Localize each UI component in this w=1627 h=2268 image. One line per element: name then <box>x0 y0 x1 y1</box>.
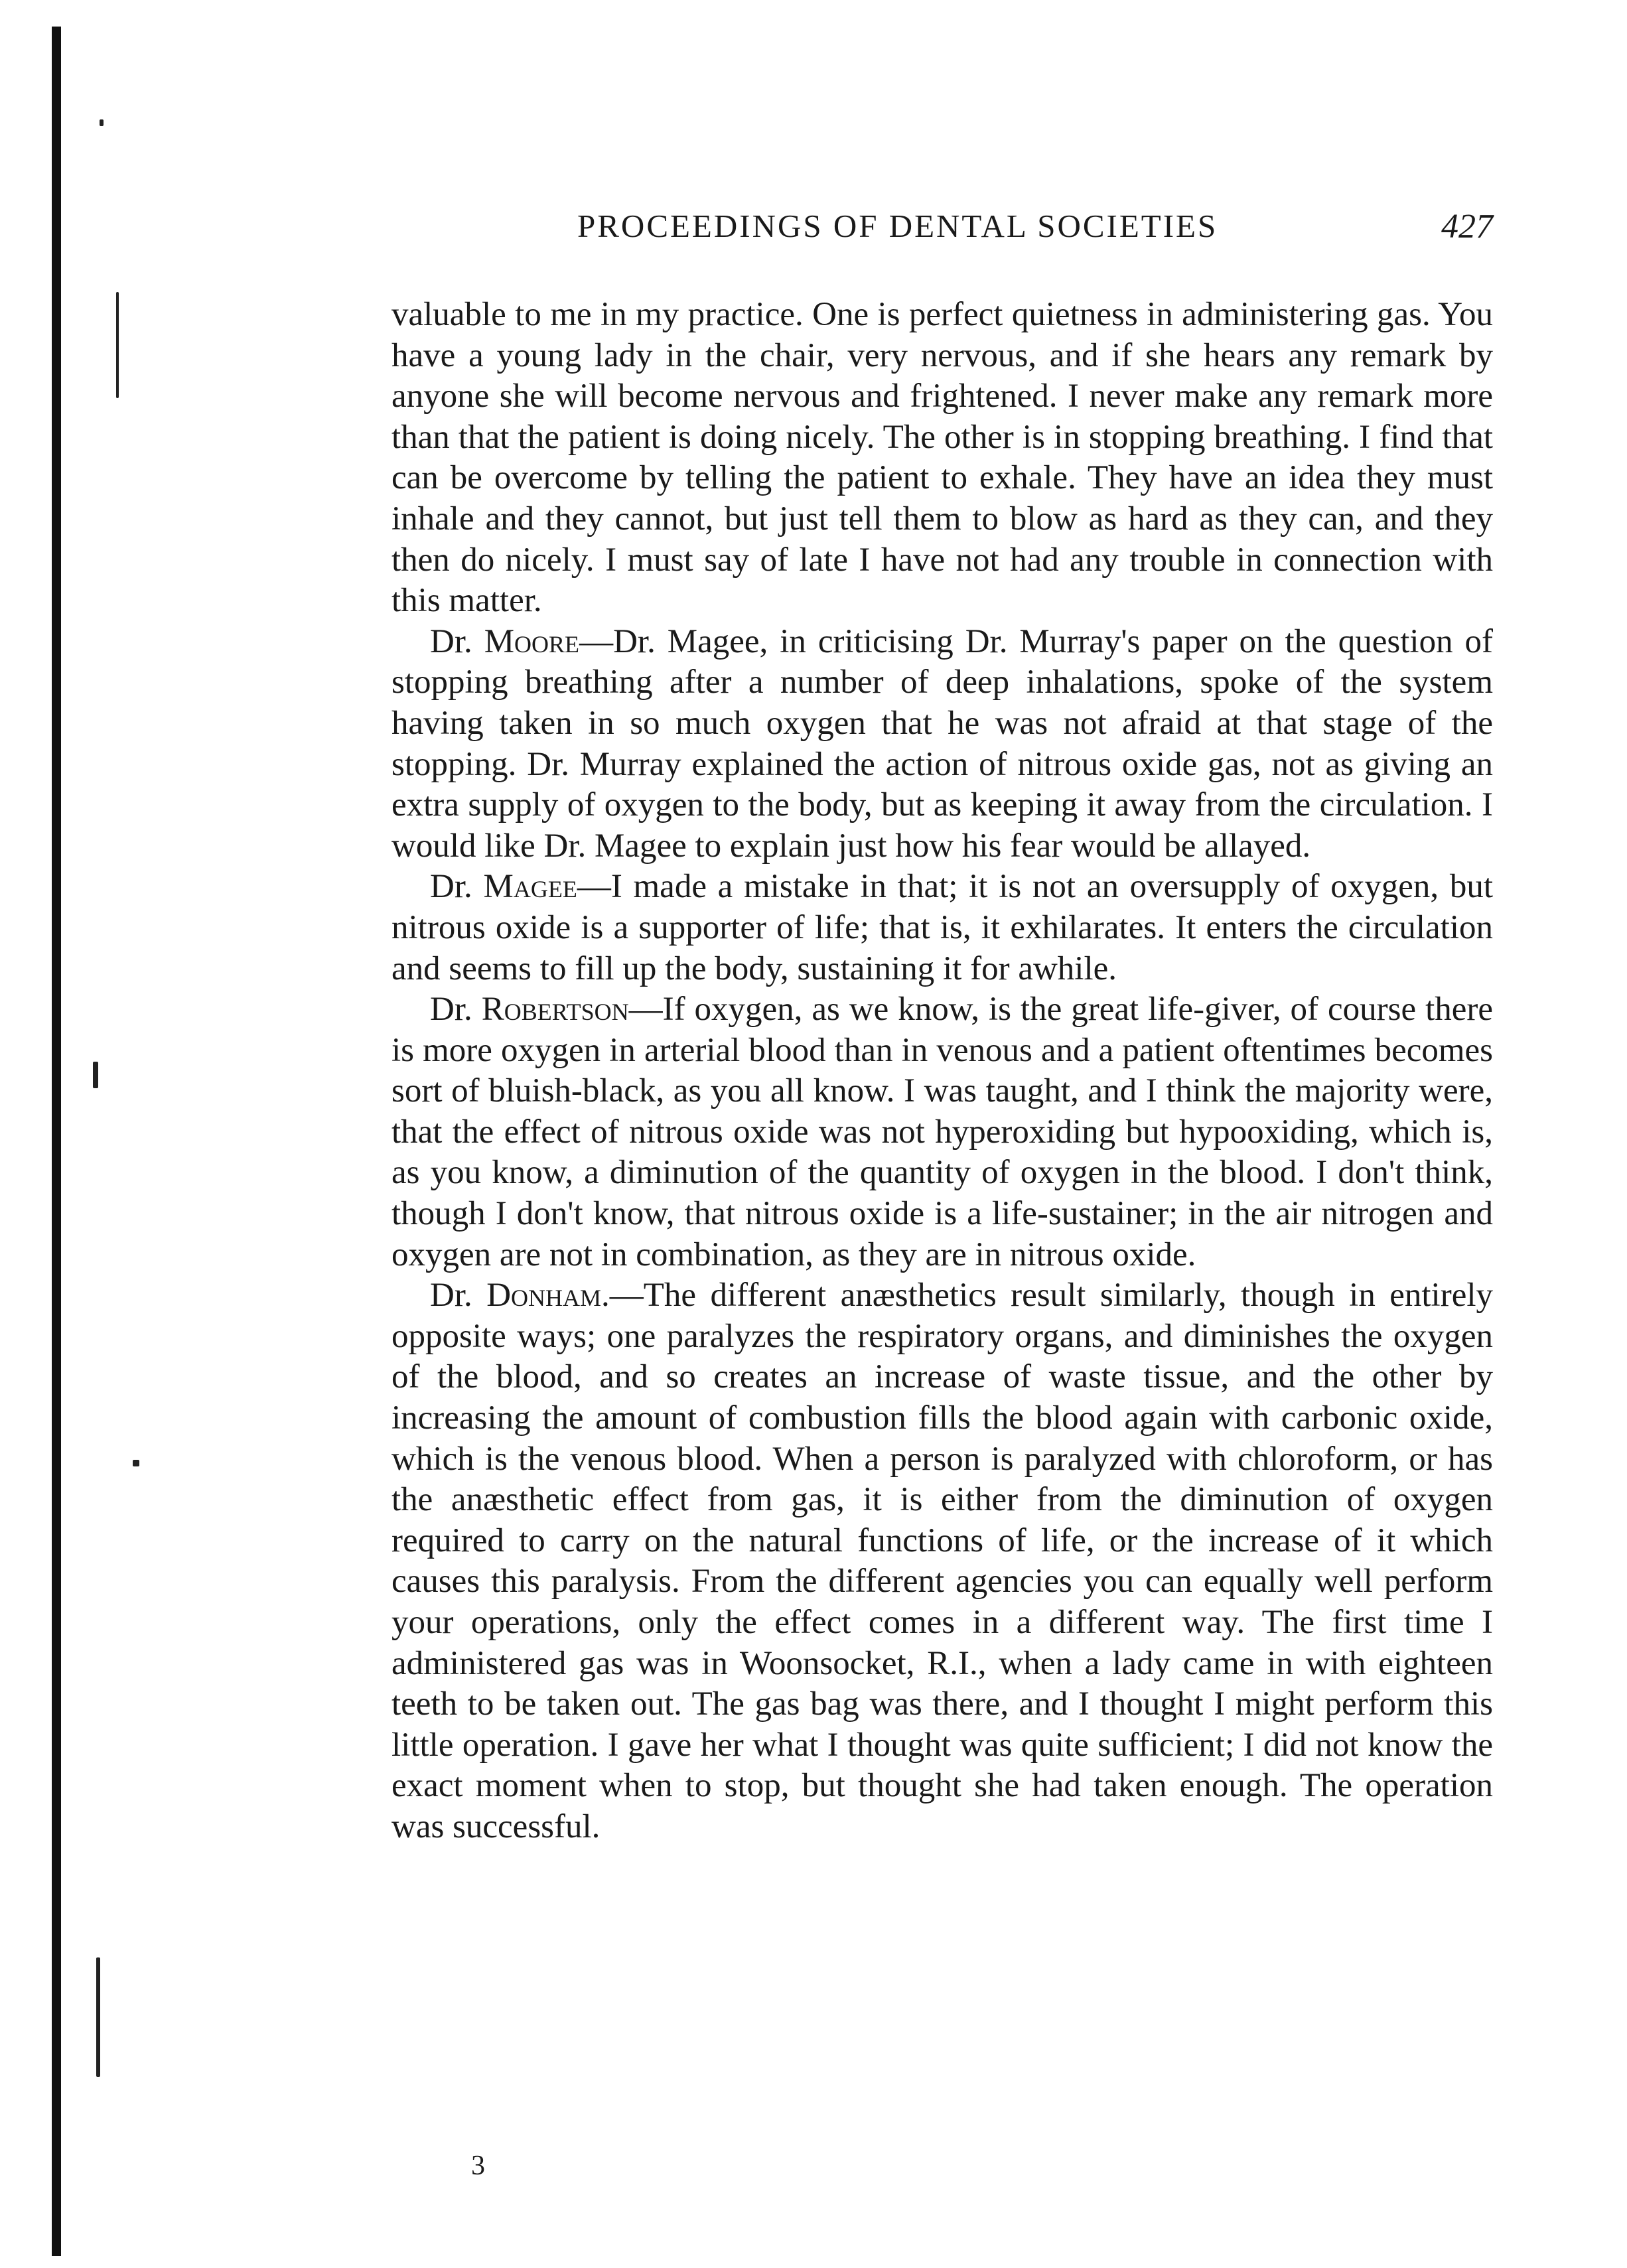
signature-mark: 3 <box>471 2151 485 2181</box>
paragraph-text: —If oxygen, as we know, is the great life-giver, of course there is more oxygen in arterial blood than in venous and a patient oftentimes becomes sort of bluish-black, as you all know. I was taught, and I think the majority were, that the effect of nitrous oxide was not hyperoxiding but hypooxiding, which is, as you know, a diminution of the quantity of oxygen in the blood. I don't think, though I don't know, that nitrous oxide is a life-sustainer; in the air nitrogen and oxygen are not in combination, as they are in nitrous oxide. <box>391 991 1493 1273</box>
running-head: PROCEEDINGS OF DENTAL SOCIETIES <box>577 208 1218 244</box>
paragraph-moore <box>391 622 1493 867</box>
speaker-title: Dr. <box>430 622 472 660</box>
speaker-name: Magee <box>483 868 577 906</box>
paragraph-magee <box>391 867 1493 989</box>
binding-speck <box>116 292 119 398</box>
speaker-name: Moore <box>484 622 580 660</box>
paragraph-robertson <box>391 989 1493 1275</box>
speaker-title: Dr. <box>430 991 472 1028</box>
binding-speck <box>93 1062 98 1088</box>
binding-speck <box>133 1460 139 1466</box>
paragraph-continuation <box>391 295 1493 622</box>
binding-speck <box>100 119 104 126</box>
paragraph-text: —I made a mistake in that; it is not an oversupply of oxygen, but nitrous oxide is a supporter of life; that is, it exhilarates. It enters the circulation and seems to fill up the body, sustaining it for awhile. <box>391 868 1494 987</box>
body-text <box>391 295 1493 1848</box>
paragraph-donham <box>391 1275 1493 1847</box>
page-number: 427 <box>1441 208 1493 246</box>
paragraph-text: —Dr. Magee, in criticising Dr. Murray's paper on the question of stopping breathing after a number of deep inhalations, spoke of the system having taken in so much oxygen that he was not afraid at that stage of the stopping. Dr. Murray explained the action of nitrous oxide gas, not as giving an extra supply of oxygen to the body, but as keeping it away from the circulation. I would like Dr. Magee to explain just how his fear would be allayed. <box>391 622 1494 865</box>
speaker-title: Dr. <box>430 1277 472 1314</box>
speaker-name: Donham <box>486 1277 602 1314</box>
speaker-name: Robertson <box>481 991 629 1028</box>
binding-edge <box>52 27 61 2256</box>
paragraph-text: valuable to me in my practice. One is perfect quietness in administering gas. You have a young lady in the chair, very nervous, and if she hears any remark by anyone she will become nervous and frightened. I never make any remark more than that the patient is doing nicely. The other is in stopping breathing. I find that can be overcome by telling the patient to exhale. They have an idea they must inhale and they cannot, but just tell them to blow as hard as they can, and they then do nicely. I must say of late I have not had any trouble in connection with this matter. <box>391 296 1493 620</box>
paragraph-text: .—The different anæsthetics result similarly, though in entirely opposite ways; one paralyzes the respiratory organs, and diminishes the oxygen of the blood, and so creates an increase of waste tissue, and the other by increasing the amount of combustion fills the blood again with carbonic oxide, which is the venous blood. When a person is paralyzed with chloroform, or has the anæsthetic effect from gas, it is either from the diminution of oxygen required to carry on the natural functions of life, or the increase of it which causes this paralysis. From the different agencies you can equally well perform your operations, only the effect comes in a different way. The first time I administered gas was in Woonsocket, R.I., when a lady came in with eighteen teeth to be taken out. The gas bag was there, and I thought I might perform this little operation. I gave her what I thought was quite sufficient; I did not know the exact moment when to stop, but thought she had taken enough. The operation was successful. <box>391 1277 1494 1845</box>
speaker-title: Dr. <box>430 868 472 906</box>
binding-speck <box>96 1957 100 2077</box>
page-header <box>391 207 1493 260</box>
